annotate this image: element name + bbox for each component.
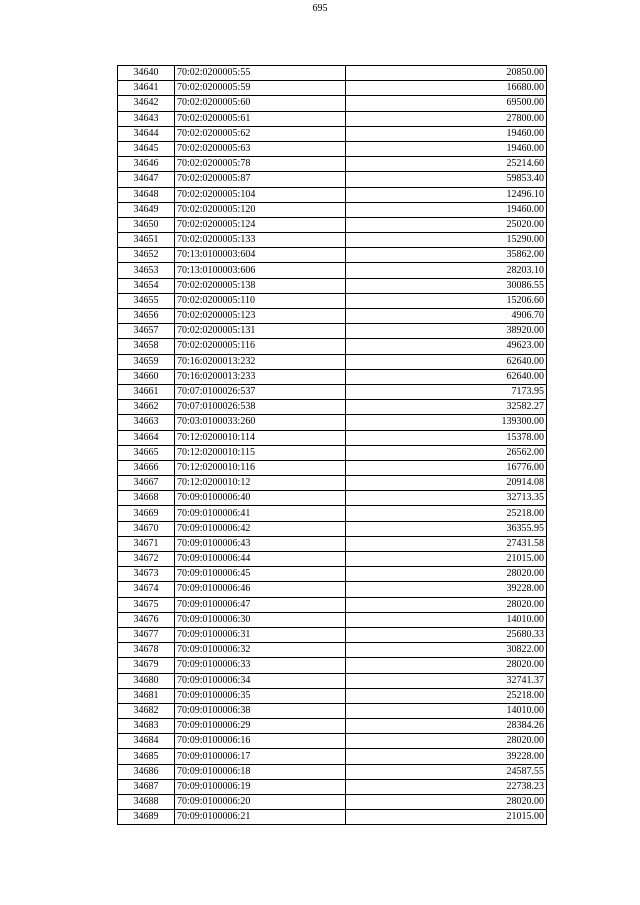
cadastral-number-cell: 70:09:0100006:33	[175, 658, 346, 673]
cadastral-number-cell: 70:02:0200005:62	[175, 126, 346, 141]
value-cell: 62640.00	[346, 354, 547, 369]
row-number-cell: 34687	[118, 779, 175, 794]
value-cell: 20850.00	[346, 66, 547, 81]
row-number-cell: 34650	[118, 217, 175, 232]
row-number-cell: 34679	[118, 658, 175, 673]
cadastral-number-cell: 70:09:0100006:44	[175, 552, 346, 567]
table-row	[118, 81, 547, 96]
value-cell: 15378.00	[346, 430, 547, 445]
row-number-cell: 34670	[118, 521, 175, 536]
value-cell: 32713.35	[346, 491, 547, 506]
cadastral-number-cell: 70:07:0100026:538	[175, 400, 346, 415]
row-number-cell: 34685	[118, 749, 175, 764]
cadastral-number-cell: 70:09:0100006:29	[175, 719, 346, 734]
table-row	[118, 521, 547, 536]
table-row	[118, 157, 547, 172]
row-number-cell: 34669	[118, 506, 175, 521]
row-number-cell: 34668	[118, 491, 175, 506]
value-cell: 30086.55	[346, 278, 547, 293]
value-cell: 26562.00	[346, 445, 547, 460]
cadastral-number-cell: 70:02:0200005:61	[175, 111, 346, 126]
row-number-cell: 34643	[118, 111, 175, 126]
table-row	[118, 172, 547, 187]
value-cell: 24587.55	[346, 764, 547, 779]
cadastral-number-cell: 70:09:0100006:45	[175, 567, 346, 582]
cadastral-number-cell: 70:12:0200010:114	[175, 430, 346, 445]
row-number-cell: 34671	[118, 536, 175, 551]
table-row	[118, 460, 547, 475]
cadastral-value-table	[117, 65, 547, 825]
cadastral-number-cell: 70:09:0100006:41	[175, 506, 346, 521]
cadastral-number-cell: 70:09:0100006:34	[175, 673, 346, 688]
row-number-cell: 34674	[118, 582, 175, 597]
cadastral-number-cell: 70:02:0200005:124	[175, 217, 346, 232]
table-row	[118, 779, 547, 794]
cadastral-number-cell: 70:09:0100006:20	[175, 795, 346, 810]
value-cell: 16680.00	[346, 81, 547, 96]
cadastral-number-cell: 70:02:0200005:55	[175, 66, 346, 81]
table-row	[118, 764, 547, 779]
table-row	[118, 400, 547, 415]
table-row	[118, 719, 547, 734]
cadastral-number-cell: 70:09:0100006:35	[175, 688, 346, 703]
cadastral-number-cell: 70:02:0200005:87	[175, 172, 346, 187]
row-number-cell: 34653	[118, 263, 175, 278]
cadastral-number-cell: 70:02:0200005:110	[175, 293, 346, 308]
table-row	[118, 445, 547, 460]
page-number: 695	[312, 3, 328, 14]
table-row	[118, 324, 547, 339]
cadastral-number-cell: 70:09:0100006:32	[175, 643, 346, 658]
row-number-cell: 34664	[118, 430, 175, 445]
value-cell: 59853.40	[346, 172, 547, 187]
table-row	[118, 217, 547, 232]
table-row	[118, 233, 547, 248]
table-row	[118, 278, 547, 293]
table-row	[118, 202, 547, 217]
table-row	[118, 248, 547, 263]
table-row	[118, 430, 547, 445]
table-row	[118, 141, 547, 156]
table-row	[118, 658, 547, 673]
cadastral-number-cell: 70:02:0200005:78	[175, 157, 346, 172]
row-number-cell: 34680	[118, 673, 175, 688]
cadastral-number-cell: 70:02:0200005:138	[175, 278, 346, 293]
row-number-cell: 34666	[118, 460, 175, 475]
table-row	[118, 66, 547, 81]
row-number-cell: 34656	[118, 309, 175, 324]
table-row	[118, 643, 547, 658]
value-cell: 36355.95	[346, 521, 547, 536]
cadastral-number-cell: 70:09:0100006:31	[175, 627, 346, 642]
row-number-cell: 34648	[118, 187, 175, 202]
table-row	[118, 582, 547, 597]
row-number-cell: 34684	[118, 734, 175, 749]
row-number-cell: 34645	[118, 141, 175, 156]
row-number-cell: 34663	[118, 415, 175, 430]
value-cell: 14010.00	[346, 612, 547, 627]
cadastral-number-cell: 70:09:0100006:21	[175, 810, 346, 825]
value-cell: 49623.00	[346, 339, 547, 354]
value-cell: 25218.00	[346, 506, 547, 521]
value-cell: 30822.00	[346, 643, 547, 658]
value-cell: 19460.00	[346, 202, 547, 217]
row-number-cell: 34662	[118, 400, 175, 415]
table-row	[118, 111, 547, 126]
cadastral-number-cell: 70:07:0100026:537	[175, 384, 346, 399]
table-row	[118, 749, 547, 764]
value-cell: 25218.00	[346, 688, 547, 703]
value-cell: 20914.08	[346, 476, 547, 491]
row-number-cell: 34657	[118, 324, 175, 339]
cadastral-number-cell: 70:02:0200005:131	[175, 324, 346, 339]
value-cell: 38920.00	[346, 324, 547, 339]
row-number-cell: 34672	[118, 552, 175, 567]
cadastral-number-cell: 70:09:0100006:30	[175, 612, 346, 627]
value-cell: 35862.00	[346, 248, 547, 263]
row-number-cell: 34686	[118, 764, 175, 779]
table-row	[118, 567, 547, 582]
cadastral-number-cell: 70:02:0200005:123	[175, 309, 346, 324]
value-cell: 28020.00	[346, 567, 547, 582]
table-row	[118, 339, 547, 354]
cadastral-number-cell: 70:16:0200013:232	[175, 354, 346, 369]
row-number-cell: 34659	[118, 354, 175, 369]
table-row	[118, 96, 547, 111]
row-number-cell: 34658	[118, 339, 175, 354]
table-row	[118, 263, 547, 278]
table-row	[118, 293, 547, 308]
cadastral-number-cell: 70:12:0200010:115	[175, 445, 346, 460]
table-row	[118, 688, 547, 703]
row-number-cell: 34683	[118, 719, 175, 734]
row-number-cell: 34649	[118, 202, 175, 217]
value-cell: 39228.00	[346, 582, 547, 597]
row-number-cell: 34673	[118, 567, 175, 582]
value-cell: 15206.60	[346, 293, 547, 308]
table-row	[118, 612, 547, 627]
table-row	[118, 673, 547, 688]
row-number-cell: 34647	[118, 172, 175, 187]
cadastral-number-cell: 70:09:0100006:17	[175, 749, 346, 764]
table-row	[118, 506, 547, 521]
value-cell: 25020.00	[346, 217, 547, 232]
value-cell: 21015.00	[346, 810, 547, 825]
table-row	[118, 810, 547, 825]
table-body	[118, 66, 547, 825]
table-row	[118, 703, 547, 718]
table-row	[118, 795, 547, 810]
value-cell: 39228.00	[346, 749, 547, 764]
cadastral-number-cell: 70:02:0200005:116	[175, 339, 346, 354]
value-cell: 62640.00	[346, 369, 547, 384]
row-number-cell: 34675	[118, 597, 175, 612]
row-number-cell: 34676	[118, 612, 175, 627]
row-number-cell: 34644	[118, 126, 175, 141]
table-row	[118, 627, 547, 642]
row-number-cell: 34667	[118, 476, 175, 491]
cadastral-number-cell: 70:09:0100006:43	[175, 536, 346, 551]
row-number-cell: 34681	[118, 688, 175, 703]
cadastral-number-cell: 70:09:0100006:18	[175, 764, 346, 779]
cadastral-number-cell: 70:03:0100033:260	[175, 415, 346, 430]
value-cell: 28203.10	[346, 263, 547, 278]
value-cell: 28020.00	[346, 597, 547, 612]
table-row	[118, 187, 547, 202]
value-cell: 14010.00	[346, 703, 547, 718]
row-number-cell: 34651	[118, 233, 175, 248]
value-cell: 15290.00	[346, 233, 547, 248]
value-cell: 12496.10	[346, 187, 547, 202]
cadastral-number-cell: 70:09:0100006:47	[175, 597, 346, 612]
value-cell: 22738.23	[346, 779, 547, 794]
row-number-cell: 34642	[118, 96, 175, 111]
table-row	[118, 597, 547, 612]
value-cell: 139300.00	[346, 415, 547, 430]
row-number-cell: 34677	[118, 627, 175, 642]
row-number-cell: 34652	[118, 248, 175, 263]
cadastral-number-cell: 70:02:0200005:60	[175, 96, 346, 111]
row-number-cell: 34661	[118, 384, 175, 399]
cadastral-number-cell: 70:09:0100006:42	[175, 521, 346, 536]
table-row	[118, 384, 547, 399]
table-row	[118, 476, 547, 491]
row-number-cell: 34646	[118, 157, 175, 172]
value-cell: 28020.00	[346, 795, 547, 810]
row-number-cell: 34688	[118, 795, 175, 810]
table-row	[118, 552, 547, 567]
table-row	[118, 309, 547, 324]
row-number-cell: 34640	[118, 66, 175, 81]
row-number-cell: 34665	[118, 445, 175, 460]
value-cell: 19460.00	[346, 126, 547, 141]
value-cell: 7173.95	[346, 384, 547, 399]
table-row	[118, 126, 547, 141]
row-number-cell: 34654	[118, 278, 175, 293]
value-cell: 25214.60	[346, 157, 547, 172]
table-row	[118, 536, 547, 551]
cadastral-number-cell: 70:13:0100003:604	[175, 248, 346, 263]
cadastral-number-cell: 70:12:0200010:116	[175, 460, 346, 475]
value-cell: 27800.00	[346, 111, 547, 126]
cadastral-number-cell: 70:02:0200005:133	[175, 233, 346, 248]
cadastral-number-cell: 70:02:0200005:104	[175, 187, 346, 202]
value-cell: 28384.26	[346, 719, 547, 734]
value-cell: 27431.58	[346, 536, 547, 551]
value-cell: 32582.27	[346, 400, 547, 415]
cadastral-number-cell: 70:16:0200013:233	[175, 369, 346, 384]
value-cell: 4906.70	[346, 309, 547, 324]
row-number-cell: 34678	[118, 643, 175, 658]
cadastral-number-cell: 70:09:0100006:40	[175, 491, 346, 506]
cadastral-number-cell: 70:02:0200005:120	[175, 202, 346, 217]
cadastral-number-cell: 70:09:0100006:46	[175, 582, 346, 597]
value-cell: 16776.00	[346, 460, 547, 475]
value-cell: 28020.00	[346, 658, 547, 673]
row-number-cell: 34689	[118, 810, 175, 825]
table-row	[118, 491, 547, 506]
cadastral-number-cell: 70:13:0100003:606	[175, 263, 346, 278]
cadastral-number-cell: 70:09:0100006:16	[175, 734, 346, 749]
value-cell: 25680.33	[346, 627, 547, 642]
cadastral-number-cell: 70:09:0100006:19	[175, 779, 346, 794]
value-cell: 69500.00	[346, 96, 547, 111]
table-row	[118, 354, 547, 369]
row-number-cell: 34660	[118, 369, 175, 384]
cadastral-number-cell: 70:02:0200005:63	[175, 141, 346, 156]
value-cell: 28020.00	[346, 734, 547, 749]
table-row	[118, 415, 547, 430]
row-number-cell: 34655	[118, 293, 175, 308]
row-number-cell: 34682	[118, 703, 175, 718]
table-row	[118, 734, 547, 749]
cadastral-number-cell: 70:09:0100006:38	[175, 703, 346, 718]
value-cell: 21015.00	[346, 552, 547, 567]
cadastral-number-cell: 70:12:0200010:12	[175, 476, 346, 491]
cadastral-number-cell: 70:02:0200005:59	[175, 81, 346, 96]
table-row	[118, 369, 547, 384]
value-cell: 32741.37	[346, 673, 547, 688]
row-number-cell: 34641	[118, 81, 175, 96]
value-cell: 19460.00	[346, 141, 547, 156]
